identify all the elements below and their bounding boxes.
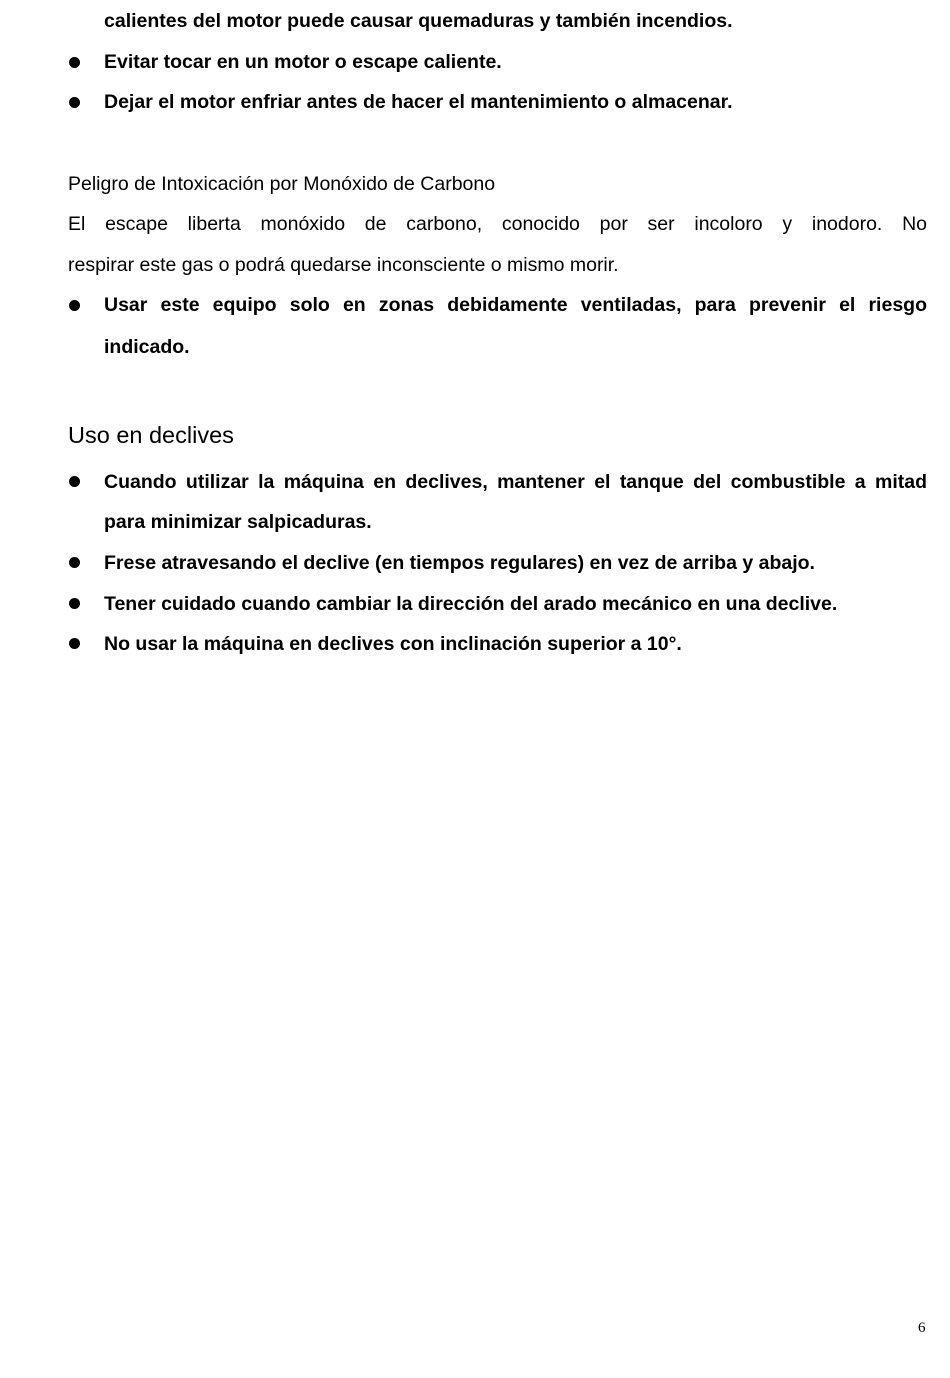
co-section-title: Peligro de Intoxicación por Monóxido de Carbono [68, 173, 496, 195]
slopes-bullet-1-line-2: para minimizar salpicaduras. [104, 511, 372, 533]
bullet-icon [69, 598, 80, 609]
bullet-icon [69, 557, 80, 568]
slopes-bullet-4: No usar la máquina en declives con inclinación superior a 10°. [104, 633, 682, 655]
page-number: 6 [918, 1320, 926, 1336]
slopes-bullet-3: Tener cuidado cuando cambiar la dirección del arado mecánico en una declive. [104, 593, 838, 615]
bullet-icon [69, 57, 80, 68]
bullet-icon [69, 638, 80, 649]
slopes-bullet-1-line-1: Cuando utilizar la máquina en declives, mantener el tanque del combustible a mitad [104, 471, 927, 493]
bullet-icon [69, 97, 80, 108]
co-bullet-line-2: indicado. [104, 336, 190, 358]
bullet-icon [69, 300, 80, 311]
co-paragraph-line-2: respirar este gas o podrá quedarse inconsciente o mismo morir. [68, 254, 619, 276]
co-bullet-line-1: Usar este equipo solo en zonas debidamente ventiladas, para prevenir el riesgo [104, 294, 927, 316]
bullet-icon [69, 476, 80, 487]
intro-bullet-1: Evitar tocar en un motor o escape caliente. [104, 51, 502, 73]
slopes-bullet-2: Frese atravesando el declive (en tiempos regulares) en vez de arriba y abajo. [104, 552, 815, 574]
slopes-section-heading: Uso en declives [68, 422, 234, 448]
intro-continuation-text: calientes del motor puede causar quemaduras y también incendios. [104, 10, 733, 32]
intro-bullet-2: Dejar el motor enfriar antes de hacer el mantenimiento o almacenar. [104, 91, 733, 113]
co-paragraph-line-1: El escape liberta monóxido de carbono, conocido por ser incoloro y inodoro. No [68, 213, 927, 235]
